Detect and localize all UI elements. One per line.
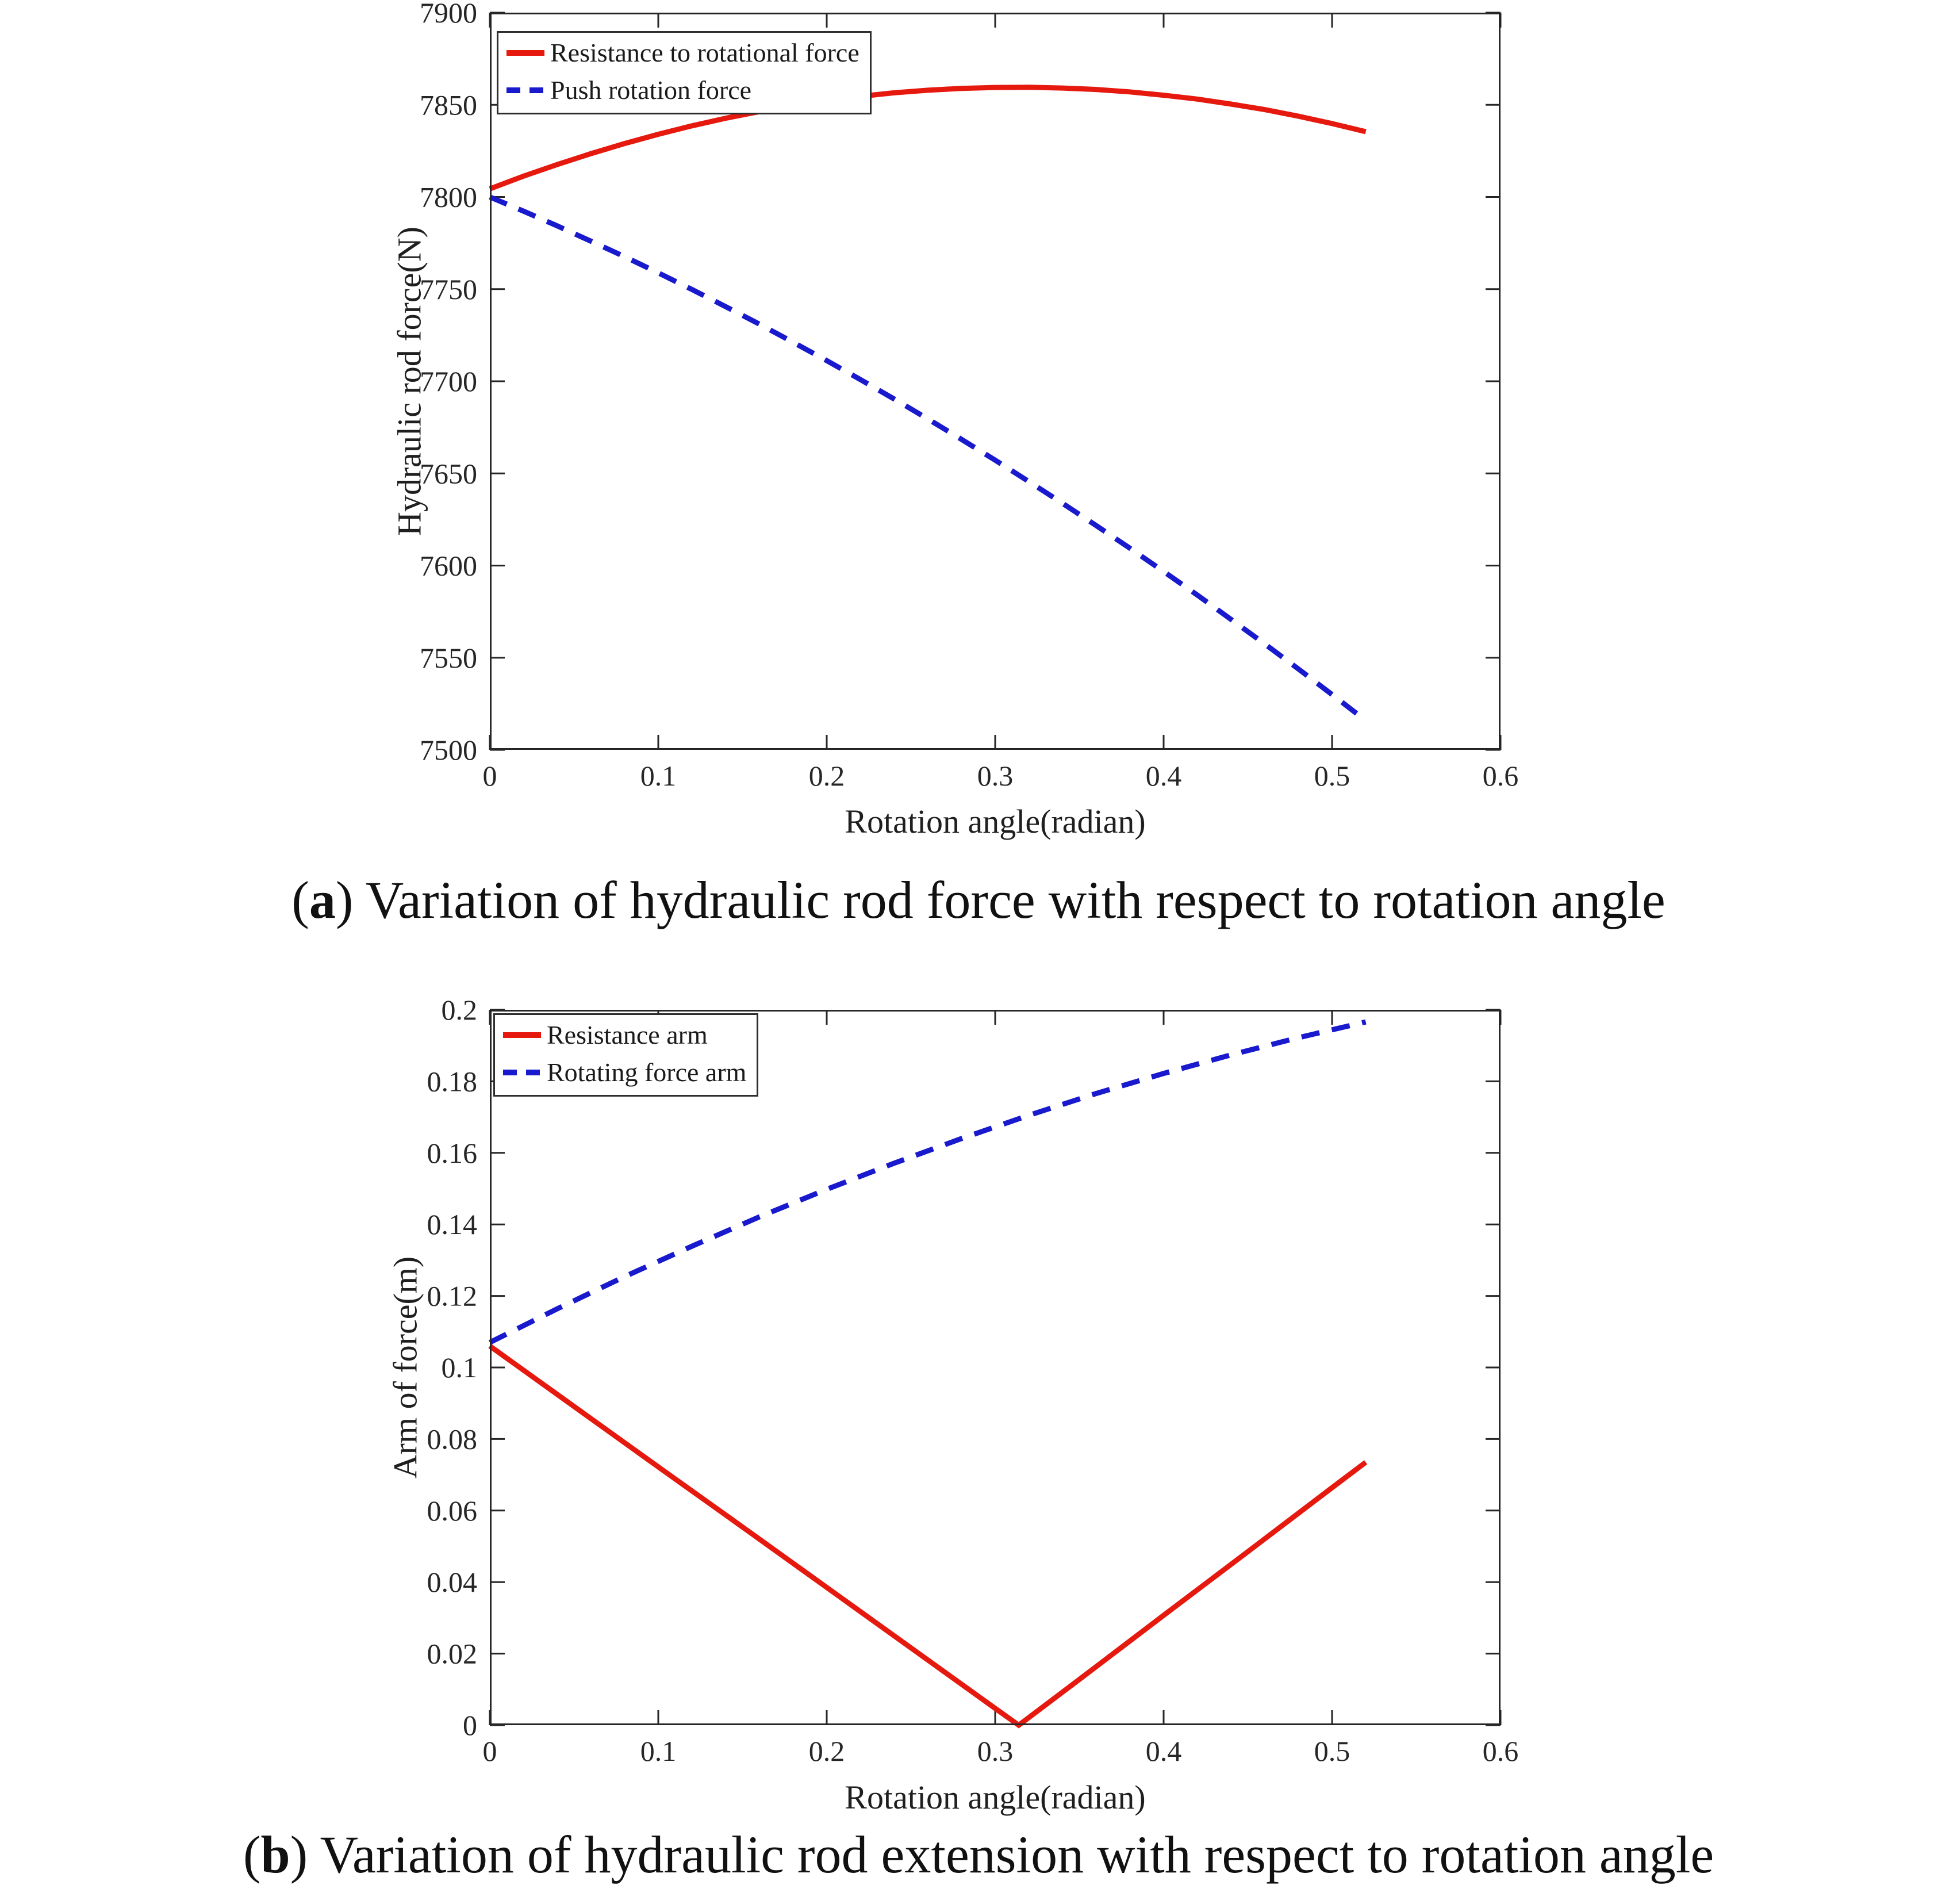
legend-label: Resistance to rotational force (550, 38, 859, 67)
y-tick-label: 0.16 (427, 1136, 477, 1169)
y-tick-label: 0.14 (427, 1208, 477, 1241)
y-tick-label: 7500 (420, 734, 477, 766)
y-tick-label: 0.06 (427, 1494, 477, 1527)
y-tick-label: 7650 (420, 457, 477, 490)
caption-a-paren: ( (291, 871, 309, 929)
y-tick-label: 7700 (420, 365, 477, 397)
x-tick-label: 0 (482, 760, 497, 792)
x-tick-label: 0.6 (1482, 1735, 1519, 1767)
panel-b-xlabel: Rotation angle(radian) (845, 1779, 1146, 1816)
legend-line-swatch-solid (505, 49, 546, 56)
axes-frame (491, 1011, 1500, 1725)
panel-b-plot (427, 994, 1519, 1767)
caption-b-letter: b (260, 1825, 290, 1884)
legend-item-push-rotation-force (505, 76, 859, 105)
caption-b-paren: ( (243, 1825, 261, 1884)
x-tick-label: 0.3 (977, 760, 1014, 792)
x-tick-label: 0 (482, 1735, 497, 1767)
legend-item-resistance-to-rotational-force (505, 39, 859, 68)
panel-a-xlabel: Rotation angle(radian) (845, 803, 1146, 840)
y-tick-label: 0.02 (427, 1637, 477, 1670)
legend-line-swatch-dashed (502, 1069, 542, 1076)
y-tick-label: 7600 (420, 549, 477, 582)
x-tick-label: 0.2 (808, 760, 845, 792)
caption-b-text: ) Variation of hydraulic rod extension with respect to rotation angle (290, 1825, 1714, 1884)
axes-frame (491, 14, 1500, 749)
panel-a-ylabel: Hydraulic rod force(N) (390, 227, 428, 536)
x-tick-label: 0.1 (640, 760, 677, 792)
panel-b-legend (493, 1013, 758, 1097)
caption-a (0, 869, 1957, 930)
legend-item-rotating-force-arm (502, 1058, 746, 1087)
panel-b-ylabel: Arm of force(m) (386, 1256, 424, 1479)
y-tick-label: 0 (463, 1709, 477, 1741)
y-tick-label: 7550 (420, 641, 477, 674)
x-tick-label: 0.6 (1482, 760, 1519, 792)
series-resistance-arm (490, 1346, 1366, 1725)
y-tick-label: 0.04 (427, 1566, 477, 1599)
y-tick-label: 7850 (420, 89, 477, 121)
y-tick-label: 0.2 (441, 994, 477, 1026)
x-tick-label: 0.5 (1314, 1735, 1350, 1767)
legend-label: Resistance arm (547, 1020, 708, 1049)
x-tick-label: 0.3 (977, 1735, 1014, 1767)
legend-label: Push rotation force (550, 75, 752, 105)
series-push-rotation-force (490, 197, 1366, 721)
x-tick-label: 0.5 (1314, 760, 1350, 792)
legend-label: Rotating force arm (547, 1057, 747, 1087)
y-tick-label: 7750 (420, 273, 477, 305)
x-tick-label: 0.2 (808, 1735, 845, 1767)
y-tick-label: 0.12 (427, 1279, 477, 1312)
legend-line-swatch-dashed (505, 87, 546, 94)
caption-b (0, 1824, 1957, 1885)
legend-line-swatch-solid (502, 1032, 542, 1039)
panel-a-plot (420, 0, 1519, 792)
panel-a-legend (497, 31, 872, 114)
legend-item-resistance-arm (502, 1021, 746, 1050)
y-tick-label: 7900 (420, 0, 477, 29)
y-tick-label: 7800 (420, 181, 477, 213)
caption-a-letter: a (309, 871, 336, 929)
y-tick-label: 0.18 (427, 1065, 477, 1098)
y-tick-label: 0.1 (441, 1351, 477, 1384)
caption-a-text: ) Variation of hydraulic rod force with respect to rotation angle (335, 871, 1666, 929)
x-tick-label: 0.4 (1145, 760, 1182, 792)
x-tick-label: 0.1 (640, 1735, 677, 1767)
y-tick-label: 0.08 (427, 1423, 477, 1455)
x-tick-label: 0.4 (1145, 1735, 1182, 1767)
